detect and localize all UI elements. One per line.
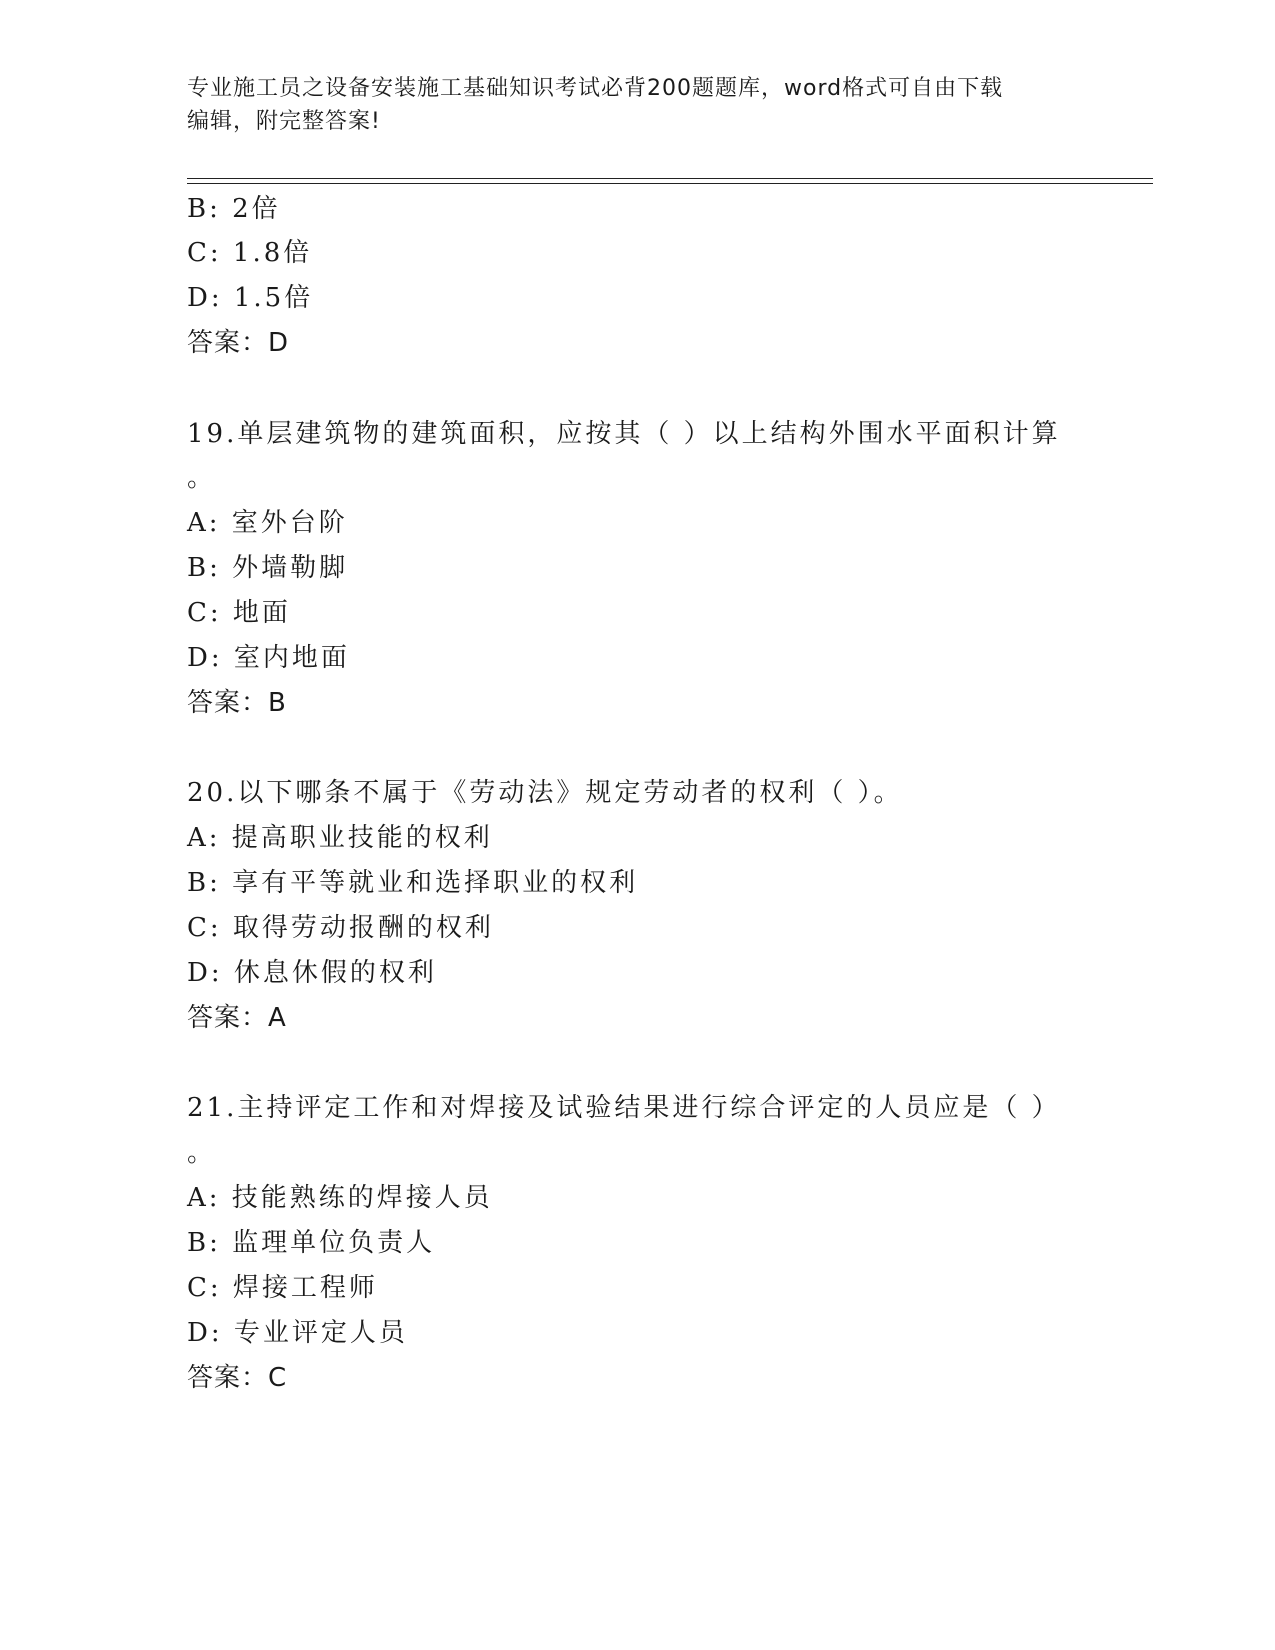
q18-answer: 答案：D: [187, 328, 290, 358]
q19-option-b: B: 外墙勒脚: [187, 553, 349, 583]
q20-option-b: B: 享有平等就业和选择职业的权利: [187, 868, 639, 898]
q19-option-c: C: 地面: [187, 598, 291, 628]
q20-option-a: A: 提高职业技能的权利: [187, 823, 493, 853]
q19-question: 19.单层建筑物的建筑面积，应按其（ ）以上结构外围水平面积计算: [187, 419, 1061, 449]
q19-option-d: D: 室内地面: [187, 643, 350, 673]
q21-question: 21.主持评定工作和对焊接及试验结果进行综合评定的人员应是（ ）: [187, 1093, 1061, 1123]
q20-answer: 答案：A: [187, 1003, 287, 1033]
header-divider-top: [187, 178, 1153, 179]
header-line-1: 专业施工员之设备安装施工基础知识考试必背200题题库，word格式可自由下载: [187, 76, 1004, 101]
q18-option-b: B: 2倍: [187, 194, 281, 224]
q21-option-a: A: 技能熟练的焊接人员: [187, 1183, 493, 1213]
q21-option-d: D: 专业评定人员: [187, 1318, 408, 1348]
q21-answer: 答案：C: [187, 1363, 288, 1393]
q19-option-a: A: 室外台阶: [187, 508, 348, 538]
q19-answer: 答案：B: [187, 688, 287, 718]
q21-option-c: C: 焊接工程师: [187, 1273, 378, 1303]
q20-option-d: D: 休息休假的权利: [187, 958, 437, 988]
header-line-2: 编辑，附完整答案!: [187, 109, 381, 134]
header-divider-bottom: [187, 183, 1153, 184]
q20-option-c: C: 取得劳动报酬的权利: [187, 913, 494, 943]
q21-question-end: 。: [187, 1138, 217, 1168]
q21-option-b: B: 监理单位负责人: [187, 1228, 436, 1258]
q18-option-d: D: 1.5倍: [187, 283, 314, 313]
q20-question: 20.以下哪条不属于《劳动法》规定劳动者的权利（ ）。: [187, 778, 903, 808]
document-header: [187, 72, 1067, 138]
q18-option-c: C: 1.8倍: [187, 238, 313, 268]
q19-question-end: 。: [187, 463, 217, 493]
